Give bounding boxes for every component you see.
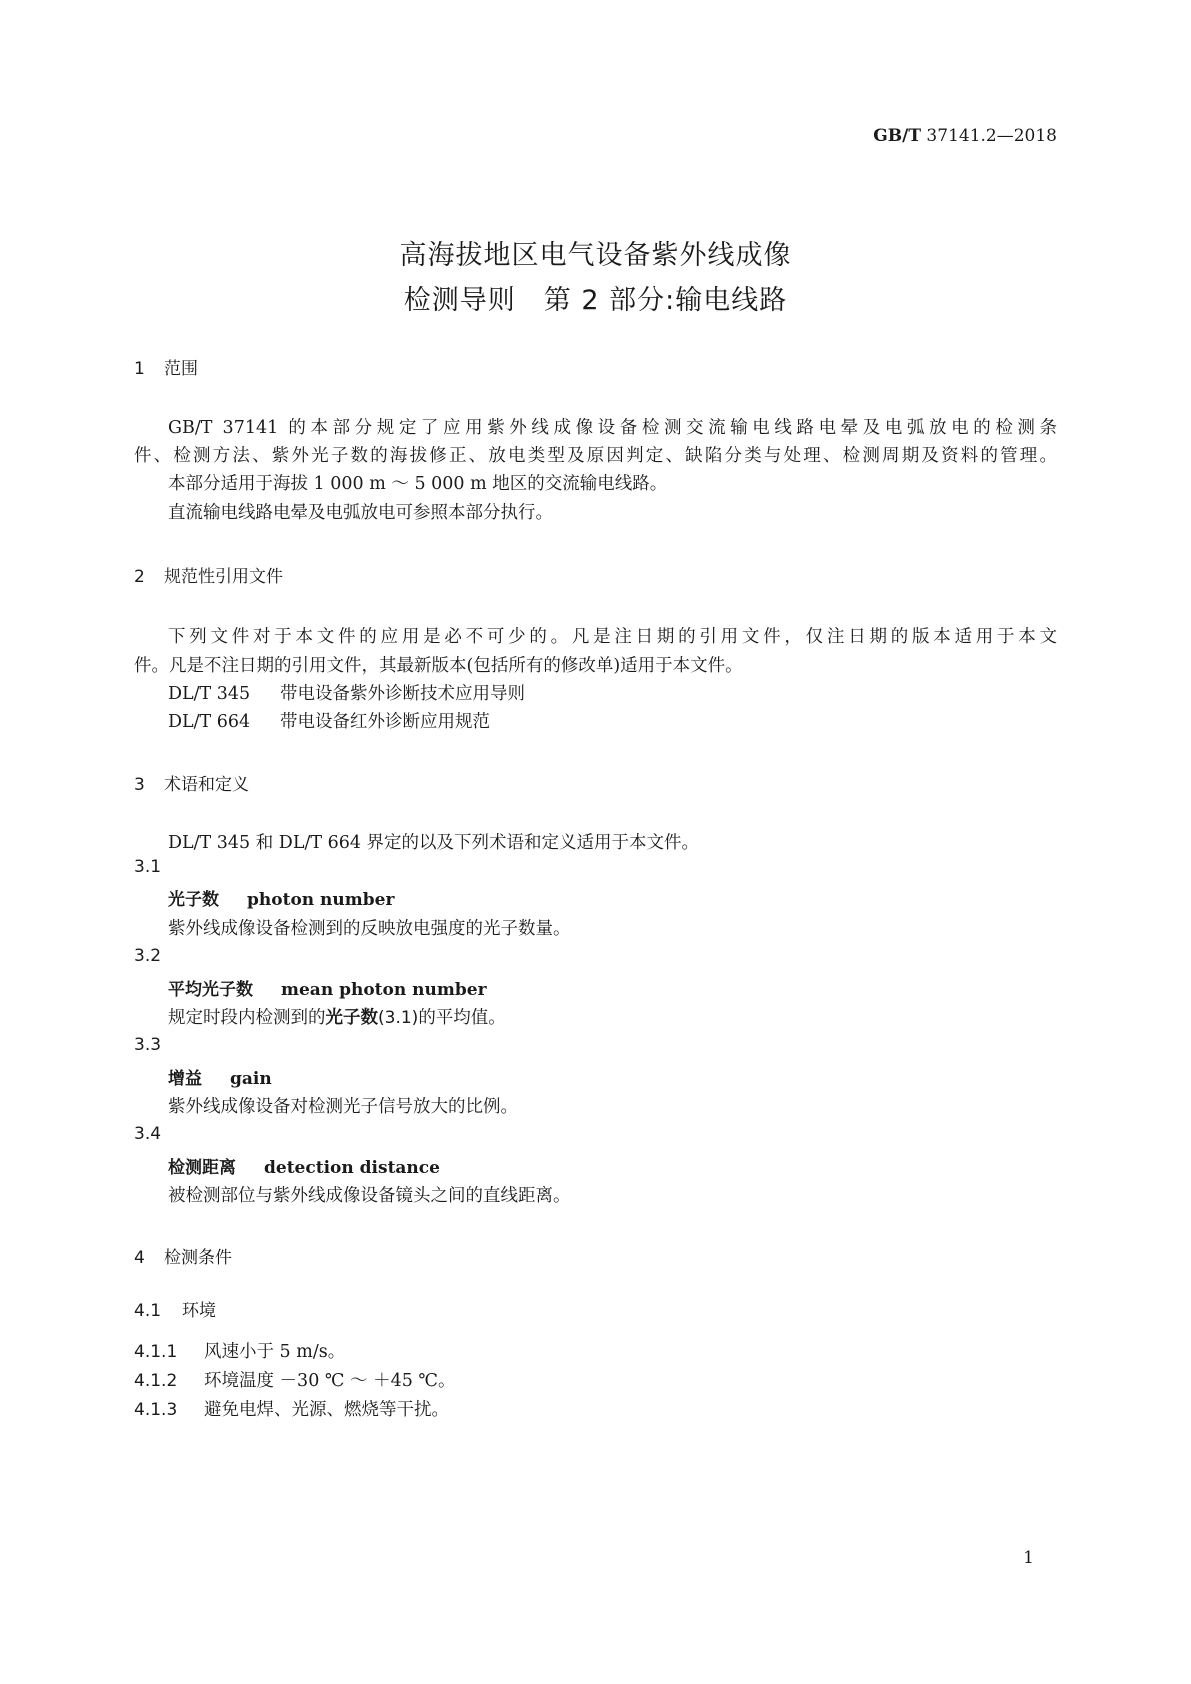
page-number: 1: [1023, 1548, 1034, 1568]
s3-intro: DL/T 345 和 DL/T 664 界定的以及下列术语和定义适用于本文件。: [168, 833, 700, 853]
reference-code: DL/T 345: [168, 684, 251, 704]
normative-reference: [168, 708, 490, 733]
section-2-heading: [134, 562, 283, 587]
term-entry: [168, 1153, 440, 1178]
clause-number: 4.1.1: [134, 1342, 178, 1362]
s2-paragraph1-line2: 件。凡是不注日期的引用文件，其最新版本(包括所有的修改单)适用于本文件。: [134, 656, 743, 676]
section-number: 4: [134, 1248, 145, 1268]
term-entry: [168, 885, 394, 910]
term-en: detection distance: [264, 1158, 440, 1178]
subsection-number: 4.1: [134, 1301, 162, 1321]
term-entry: [168, 1064, 272, 1089]
term-definition: [168, 1004, 506, 1029]
s1-paragraph2: 本部分适用于海拔 1 000 m ～ 5 000 m 地区的交流输电线路。: [168, 474, 668, 494]
section-1-heading: [134, 354, 198, 379]
term-en: gain: [230, 1069, 272, 1089]
s1-paragraph1-line2: 件、检测方法、紫外光子数的海拔修正、放电类型及原因判定、缺陷分类与处理、检测周期及资料的管理。: [134, 446, 1057, 466]
clause: [134, 1367, 456, 1392]
section-4-heading: [134, 1243, 232, 1268]
term-number: 3.4: [134, 1124, 162, 1144]
subsection-4-1-heading: [134, 1296, 216, 1321]
definition-text: 的平均值。: [418, 1008, 506, 1028]
cross-reference-term: 光子数: [325, 1008, 378, 1028]
s2-paragraph1-line1: 下列文件对于本文件的应用是必不可少的。凡是注日期的引用文件，仅注日期的版本适用于本文: [168, 627, 1057, 647]
reference-title: 带电设备紫外诊断技术应用导则: [280, 684, 525, 704]
section-title: 术语和定义: [164, 775, 249, 795]
subsection-title: 环境: [182, 1301, 216, 1321]
normative-reference: [168, 680, 525, 705]
term-zh: 检测距离: [168, 1158, 236, 1178]
term-number: 3.1: [134, 857, 162, 877]
document-title-line2: 检测导则 第 2 部分:输电线路: [403, 285, 788, 316]
term-definition: 紫外线成像设备检测到的反映放电强度的光子数量。: [168, 919, 571, 939]
document-title-line1: 高海拔地区电气设备紫外线成像: [399, 240, 792, 271]
term-zh: 增益: [168, 1069, 202, 1089]
clause-text: 风速小于 5 m/s。: [204, 1342, 346, 1362]
section-title: 范围: [164, 359, 198, 379]
section-number: 3: [134, 775, 145, 795]
definition-text: 规定时段内检测到的: [168, 1008, 326, 1028]
term-zh: 平均光子数: [168, 980, 253, 1000]
clause-number: 4.1.3: [134, 1400, 178, 1420]
term-number: 3.3: [134, 1035, 162, 1055]
term-zh: 光子数: [168, 890, 219, 910]
standard-code: 37141.2—2018: [921, 126, 1057, 146]
cross-reference-number: (3.1): [378, 1008, 419, 1028]
clause-text: 避免电焊、光源、燃烧等干扰。: [204, 1400, 449, 1420]
clause: [134, 1396, 449, 1421]
s1-paragraph1-line1: GB/T 37141 的本部分规定了应用紫外线成像设备检测交流输电线路电晕及电弧放电的检测条: [168, 418, 1057, 438]
clause-number: 4.1.2: [134, 1371, 178, 1391]
term-number: 3.2: [134, 946, 162, 966]
term-definition: 被检测部位与紫外线成像设备镜头之间的直线距离。: [168, 1186, 571, 1206]
section-title: 检测条件: [164, 1248, 232, 1268]
section-number: 1: [134, 359, 145, 379]
reference-title: 带电设备红外诊断应用规范: [280, 712, 490, 732]
term-en: mean photon number: [281, 980, 487, 1000]
section-title: 规范性引用文件: [164, 567, 283, 587]
term-en: photon number: [247, 890, 395, 910]
section-3-heading: [134, 770, 249, 795]
term-entry: [168, 975, 487, 1000]
clause-text: 环境温度 －30 ℃ ～ ＋45 ℃。: [204, 1371, 456, 1391]
standard-number: [873, 126, 1057, 146]
reference-code: DL/T 664: [168, 712, 251, 732]
term-definition: 紫外线成像设备对检测光子信号放大的比例。: [168, 1097, 518, 1117]
clause: [134, 1338, 345, 1363]
standard-prefix: GB/T: [873, 126, 922, 146]
s1-paragraph3: 直流输电线路电晕及电弧放电可参照本部分执行。: [168, 503, 553, 523]
section-number: 2: [134, 567, 145, 587]
